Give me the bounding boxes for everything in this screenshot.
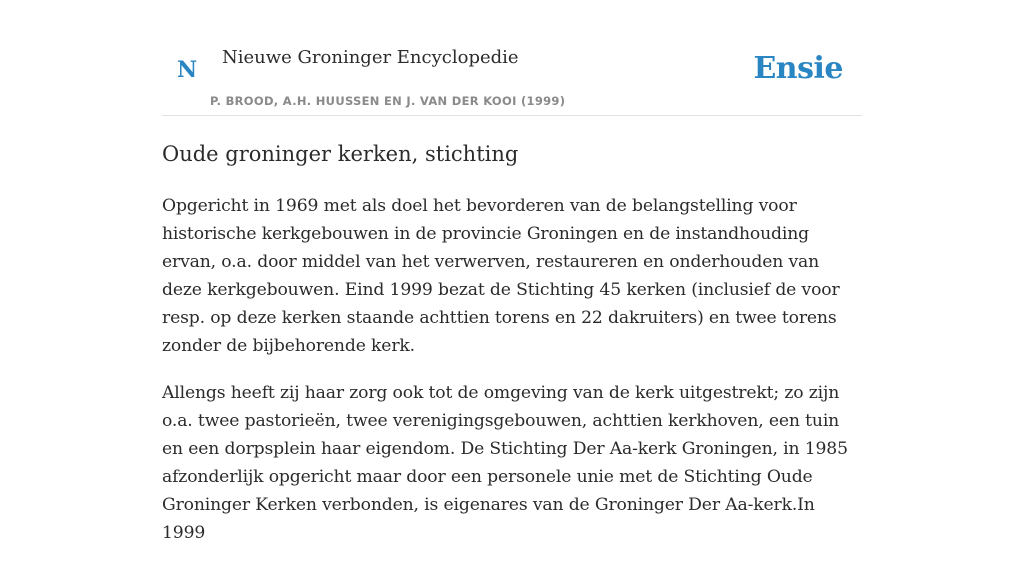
entry-paragraph: Opgericht in 1969 met als doel het bevorderen van de belangstelling voor historische kerkgebouwen in de provincie Groningen en de instandhouding ervan, o.a. door middel van het verwerven, restaureren en onderhouden van deze kerkgebouwen. Eind 1999 bezat de Stichting 45 kerken (inclusief de voor resp. op deze kerken staande achttien torens en 22 dakruiters) en twee torens zonder de bijbehorende kerk. xyxy=(162,196,840,356)
book-authors: P. BROOD, A.H. HUUSSEN EN J. VAN DER KOOI (1999) xyxy=(210,94,566,108)
entry-body xyxy=(162,192,862,566)
page-header xyxy=(162,0,862,116)
entry-title: Oude groninger kerken, stichting xyxy=(162,142,519,166)
ensie-logo[interactable]: Ensie xyxy=(753,51,843,86)
page-content xyxy=(162,0,862,543)
entry-paragraph: Allengs heeft zij haar zorg ook tot de omgeving van de kerk uitgestrekt; zo zijn o.a. twee pastorieën, twee verenigingsgebouwen, achttien kerkhoven, een tuin en een dorpsplein haar eigendom. De Stichting Der Aa-kerk Groningen, in 1985 afzonderlijk opgericht maar door een personele unie met de Stichting Oude Groninger Kerken verbonden, is eigenares van de Groninger Der Aa-kerk.In 1999 xyxy=(162,383,848,543)
index-letter[interactable]: N xyxy=(177,57,198,83)
book-title[interactable]: Nieuwe Groninger Encyclopedie xyxy=(222,47,519,68)
